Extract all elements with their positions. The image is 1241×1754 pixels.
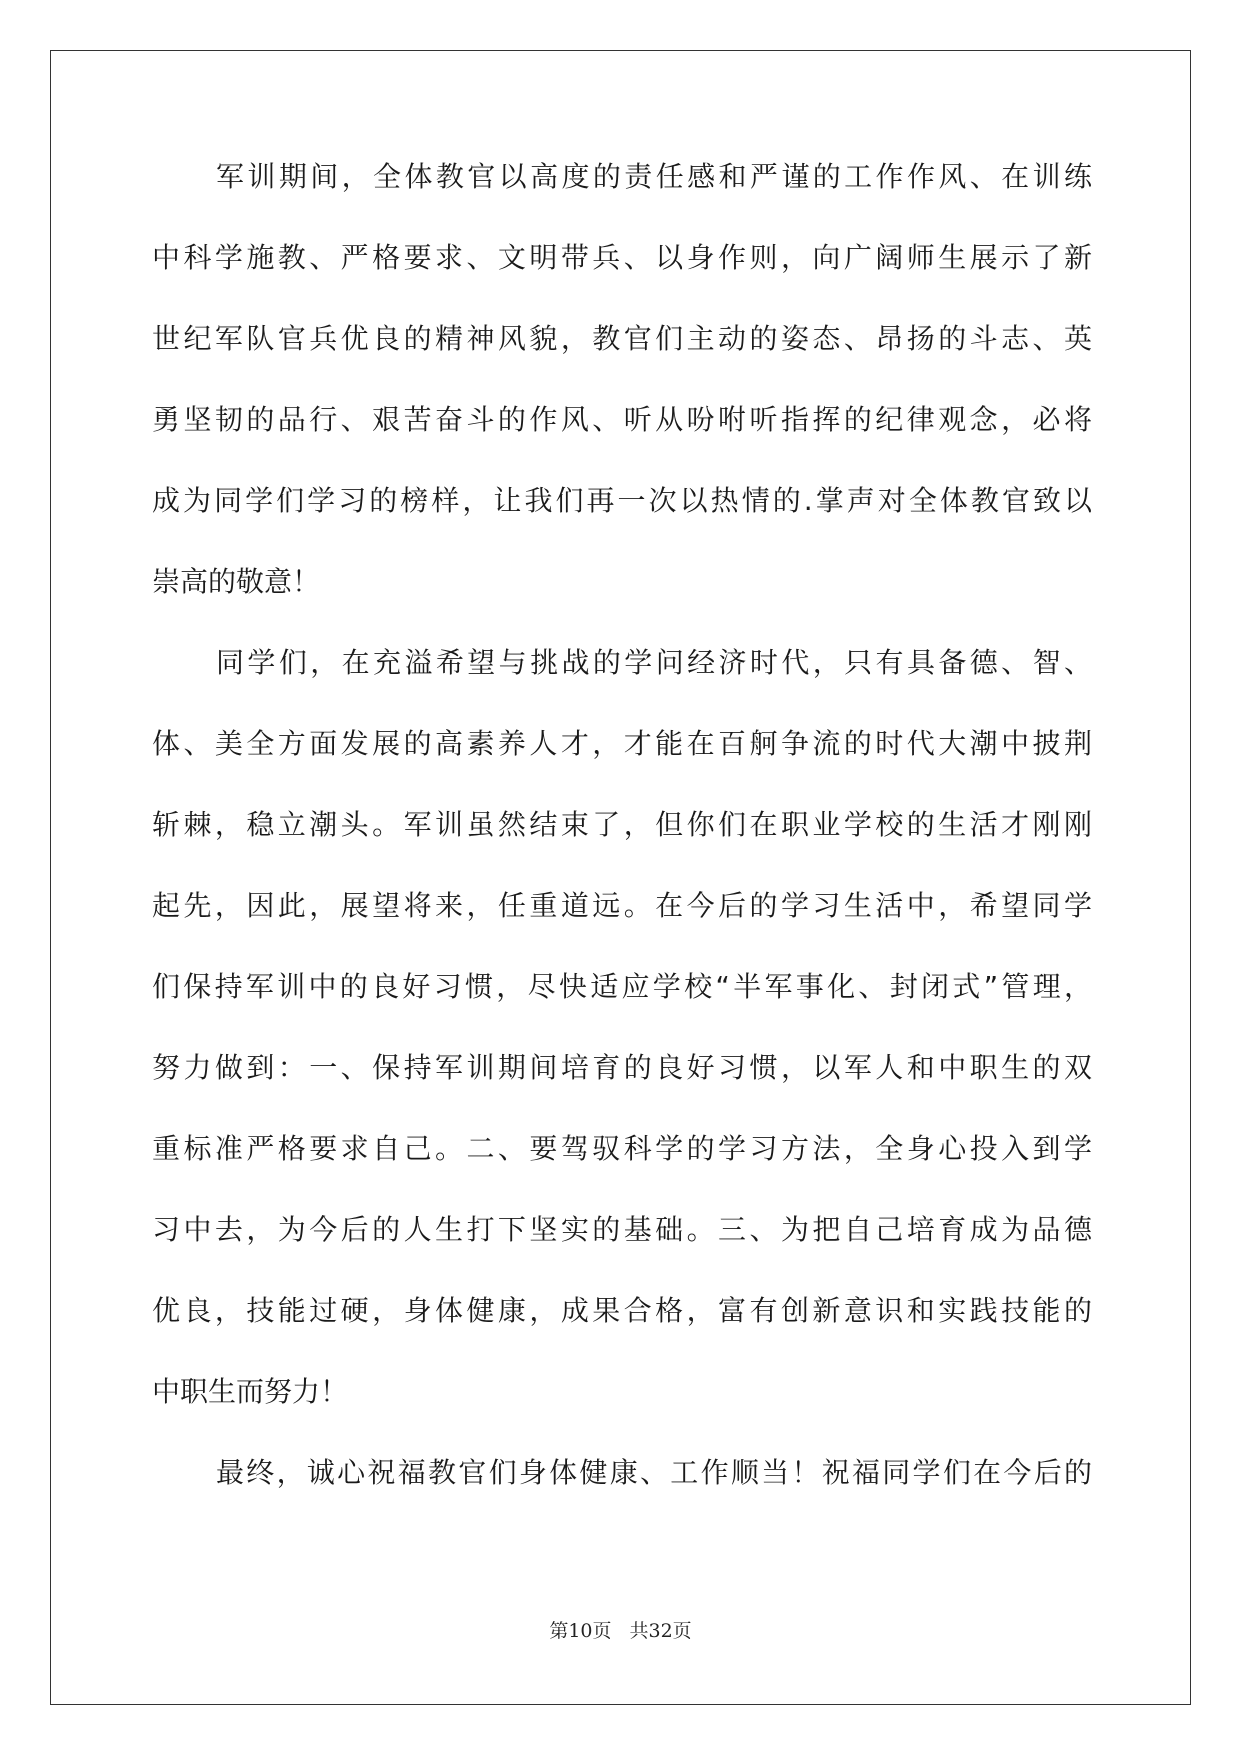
document-body [152,160,1092,1540]
text-line: 优良，技能过硬，身体健康，成果合格，富有创新意识和实践技能的 [152,1294,1092,1327]
text-line: 军训期间，全体教官以高度的责任感和严谨的工作作风、在训练 [216,160,1092,193]
text-line: 成为同学们学习的榜样，让我们再一次以热情的.掌声对全体教官致以 [152,484,1092,517]
text-line: 起先，因此，展望将来，任重道远。在今后的学习生活中，希望同学 [152,889,1092,922]
text-line: 勇坚韧的品行、艰苦奋斗的作风、听从吩咐听指挥的纪律观念，必将 [152,403,1092,436]
page-number: 第10页 [549,1620,612,1642]
text-line: 中职生而努力！ [152,1375,349,1408]
page-total: 共32页 [629,1620,692,1642]
page-footer [0,1616,1241,1643]
text-line: 重标准严格要求自己。二、要驾驭科学的学习方法，全身心投入到学 [152,1132,1092,1165]
text-line: 最终，诚心祝福教官们身体健康、工作顺当！祝福同学们在今后的 [216,1456,1092,1489]
text-line: 中科学施教、严格要求、文明带兵、以身作则，向广阔师生展示了新 [152,241,1092,274]
text-line: 斩棘，稳立潮头。军训虽然结束了，但你们在职业学校的生活才刚刚 [152,808,1092,841]
text-line: 世纪军队官兵优良的精神风貌，教官们主动的姿态、昂扬的斗志、英 [152,322,1092,355]
text-line: 崇高的敬意！ [152,565,321,598]
text-line: 习中去，为今后的人生打下坚实的基础。三、为把自己培育成为品德 [152,1213,1092,1246]
text-line: 努力做到：一、保持军训期间培育的良好习惯，以军人和中职生的双 [152,1051,1092,1084]
text-line: 们保持军训中的良好习惯，尽快适应学校“半军事化、封闭式”管理， [152,970,1092,1003]
text-line: 体、美全方面发展的高素养人才，才能在百舸争流的时代大潮中披荆 [152,727,1092,760]
text-line: 同学们，在充溢希望与挑战的学问经济时代，只有具备德、智、 [216,646,1092,679]
